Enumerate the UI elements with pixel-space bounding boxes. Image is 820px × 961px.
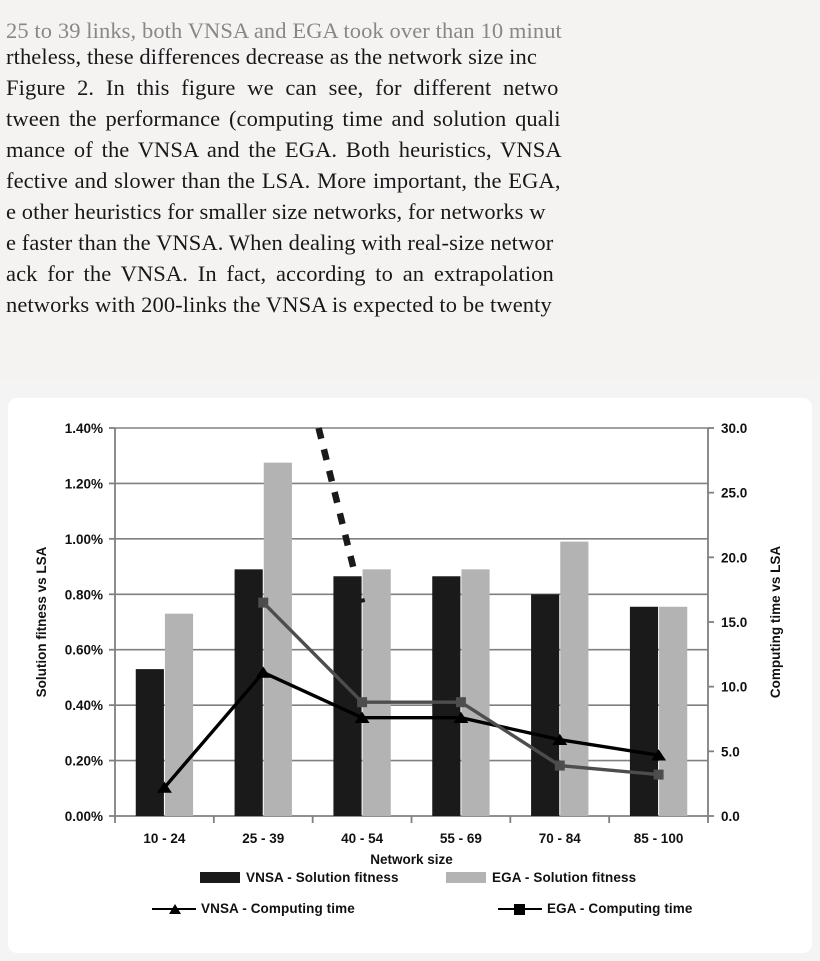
x-tick-label: 85 - 100 xyxy=(633,831,684,846)
legend-item-ega-solution-fitness xyxy=(410,870,812,885)
y-tick-label-left: 1.40% xyxy=(64,421,103,436)
y-tick-label-right: 25.0 xyxy=(721,485,748,501)
line-triangle-marker-icon xyxy=(152,902,196,916)
x-tick-label: 70 - 84 xyxy=(538,831,581,846)
y-tick-label-left: 0.80% xyxy=(64,587,103,603)
y-tick-label-right: 5.0 xyxy=(721,744,740,760)
article-line: mance of the VNSA and the EGA. Both heuristics, VNSA xyxy=(6,137,562,162)
y-tick-label-right: 30.0 xyxy=(721,421,748,436)
bar xyxy=(560,542,588,816)
line-marker-square xyxy=(456,697,466,707)
bar xyxy=(531,594,559,816)
x-tick-label: 25 - 39 xyxy=(242,831,285,846)
y-axis-title-left: Solution fitness vs LSA xyxy=(34,546,49,698)
legend-item-vnsa-computing-time xyxy=(8,901,410,916)
y-tick-label-left: 0.40% xyxy=(64,698,103,714)
legend-item-ega-computing-time xyxy=(410,901,812,916)
line-square-marker-icon xyxy=(498,902,542,916)
bar xyxy=(165,614,193,816)
y-tick-label-left: 1.20% xyxy=(64,476,103,492)
article-line: Figure 2. In this figure we can see, for different netwo xyxy=(6,75,559,100)
y-tick-label-right: 20.0 xyxy=(721,550,748,566)
y-tick-label-left: 1.00% xyxy=(64,531,103,547)
legend-label: VNSA - Solution fitness xyxy=(246,870,399,885)
article-line: networks with 200-links the VNSA is expected to be twenty xyxy=(6,292,552,317)
y-tick-label-right: 0.0 xyxy=(721,809,740,824)
y-tick-label-left: 0.20% xyxy=(64,753,103,769)
legend-label: EGA - Computing time xyxy=(547,901,693,916)
bar xyxy=(363,569,391,816)
x-tick-label: 10 - 24 xyxy=(143,831,186,846)
y-tick-label-right: 10.0 xyxy=(721,679,748,695)
bar xyxy=(461,569,489,816)
legend-item-vnsa-solution-fitness xyxy=(8,870,410,885)
bar xyxy=(264,463,292,816)
article-text-block xyxy=(0,0,820,380)
line-marker-square xyxy=(258,598,268,608)
legend-label: VNSA - Computing time xyxy=(201,901,355,916)
bar xyxy=(136,669,164,816)
line-marker-square xyxy=(654,770,664,780)
bar xyxy=(630,607,658,816)
y-tick-label-left: 0.00% xyxy=(64,809,103,824)
line-marker-square xyxy=(555,761,565,771)
bar-swatch-dark-icon xyxy=(200,872,240,883)
article-line: fective and slower than the LSA. More important, the EGA, xyxy=(6,168,561,193)
bar xyxy=(659,607,687,816)
article-line: tween the performance (computing time and solution quali xyxy=(6,106,561,131)
figure-card xyxy=(8,398,812,953)
x-axis-title: Network size xyxy=(370,852,453,867)
article-line: ack for the VNSA. In fact, according to an extrapolation xyxy=(6,261,554,286)
y-tick-label-left: 0.60% xyxy=(64,642,103,658)
chart-legend xyxy=(8,860,812,946)
x-tick-label: 40 - 54 xyxy=(341,831,384,846)
grouped-bar-line-chart xyxy=(8,398,812,868)
article-line: e other heuristics for smaller size networks, for networks w xyxy=(6,199,546,224)
bar xyxy=(432,576,460,816)
article-line: rtheless, these differences decrease as the network size inc xyxy=(6,44,537,69)
article-line: 25 to 39 links, both VNSA and EGA took over than 10 minut xyxy=(6,18,562,43)
chart-plot-area xyxy=(8,398,812,868)
legend-label: EGA - Solution fitness xyxy=(492,870,637,885)
y-axis-title-right: Computing time vs LSA xyxy=(768,545,783,699)
bar-swatch-gray-icon xyxy=(446,872,486,883)
y-tick-label-right: 15.0 xyxy=(721,615,748,630)
line-series xyxy=(263,603,658,775)
article-line: e faster than the VNSA. When dealing with real-size networ xyxy=(6,230,554,255)
line-marker-square xyxy=(357,697,367,707)
x-tick-label: 55 - 69 xyxy=(439,831,482,846)
